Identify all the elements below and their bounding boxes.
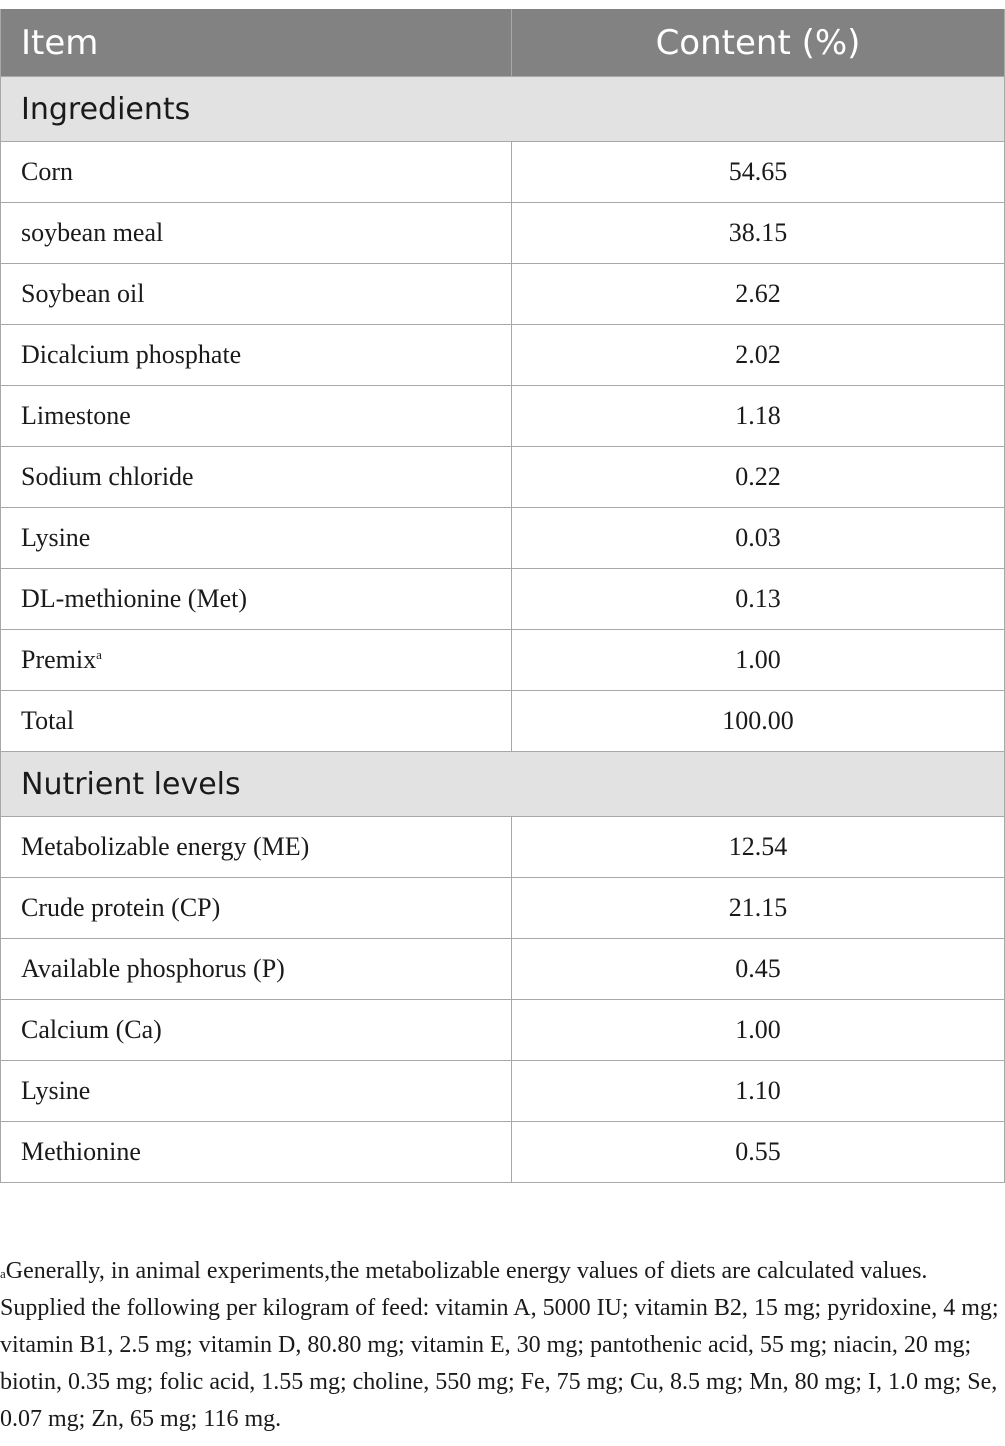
row-value: 0.03 (512, 508, 1005, 569)
row-label: Available phosphorus (P) (1, 939, 512, 1000)
row-value: 38.15 (512, 203, 1005, 264)
table-row (1, 386, 1005, 447)
section-row-ingredients (1, 77, 1005, 142)
table-row (1, 203, 1005, 264)
footnote-text: Generally, in animal experiments,the metabolizable energy values of diets are calculated values. Supplied the following per kilogram of feed: vitamin A, 5000 IU; vitamin B2, 15 mg; pyridoxine, 4 mg; vitamin B1, 2.5 mg; vitamin D, 80.80 mg; vitamin E, 30 mg; pantothenic acid, 55 mg; niacin, 20 mg; biotin, 0.35 mg; folic acid, 1.55 mg; choline, 550 mg; Fe, 75 mg; Cu, 8.5 mg; Mn, 80 mg; I, 1.0 mg; Se, 0.07 mg; Zn, 65 mg; 116 mg. (0, 1258, 999, 1432)
row-label: Limestone (1, 386, 512, 447)
row-value: 0.45 (512, 939, 1005, 1000)
table-row-premix (1, 630, 1005, 691)
row-label: Calcium (Ca) (1, 1000, 512, 1061)
row-label: Crude protein (CP) (1, 878, 512, 939)
row-value: 1.00 (512, 630, 1005, 691)
row-label: Methionine (1, 1122, 512, 1183)
table-row (1, 878, 1005, 939)
row-label: Lysine (1, 508, 512, 569)
row-value: 100.00 (512, 691, 1005, 752)
column-header-item: Item (1, 9, 512, 77)
section-title-ingredients: Ingredients (1, 77, 1005, 142)
premix-label: Premix (21, 645, 97, 674)
row-value: 0.55 (512, 1122, 1005, 1183)
table-row (1, 508, 1005, 569)
row-value: 0.13 (512, 569, 1005, 630)
table-row (1, 142, 1005, 203)
row-label: DL-methionine (Met) (1, 569, 512, 630)
row-label: Corn (1, 142, 512, 203)
table-row (1, 1122, 1005, 1183)
row-label: Total (1, 691, 512, 752)
column-header-content: Content (%) (512, 9, 1005, 77)
table-header-row (1, 9, 1005, 77)
row-value: 12.54 (512, 817, 1005, 878)
row-value: 21.15 (512, 878, 1005, 939)
section-title-nutrient-levels: Nutrient levels (1, 752, 1005, 817)
table-row (1, 447, 1005, 508)
footnote-marker: a (0, 1266, 6, 1281)
row-label: Soybean oil (1, 264, 512, 325)
table-row (1, 1000, 1005, 1061)
row-label: Lysine (1, 1061, 512, 1122)
table-row-total (1, 691, 1005, 752)
footnote-marker: a (96, 647, 102, 662)
row-value: 2.62 (512, 264, 1005, 325)
table-row (1, 817, 1005, 878)
row-value: 1.10 (512, 1061, 1005, 1122)
row-label: soybean meal (1, 203, 512, 264)
table-row (1, 264, 1005, 325)
diet-composition-table (0, 9, 1005, 1183)
row-label: Dicalcium phosphate (1, 325, 512, 386)
table-row (1, 325, 1005, 386)
row-value: 1.00 (512, 1000, 1005, 1061)
table-footnote (0, 1253, 1003, 1438)
row-label: Metabolizable energy (ME) (1, 817, 512, 878)
table-row (1, 569, 1005, 630)
row-value: 54.65 (512, 142, 1005, 203)
row-label-premix (1, 630, 512, 691)
row-value: 0.22 (512, 447, 1005, 508)
row-value: 2.02 (512, 325, 1005, 386)
table-row (1, 939, 1005, 1000)
section-row-nutrient-levels (1, 752, 1005, 817)
row-value: 1.18 (512, 386, 1005, 447)
row-label: Sodium chloride (1, 447, 512, 508)
table-row (1, 1061, 1005, 1122)
